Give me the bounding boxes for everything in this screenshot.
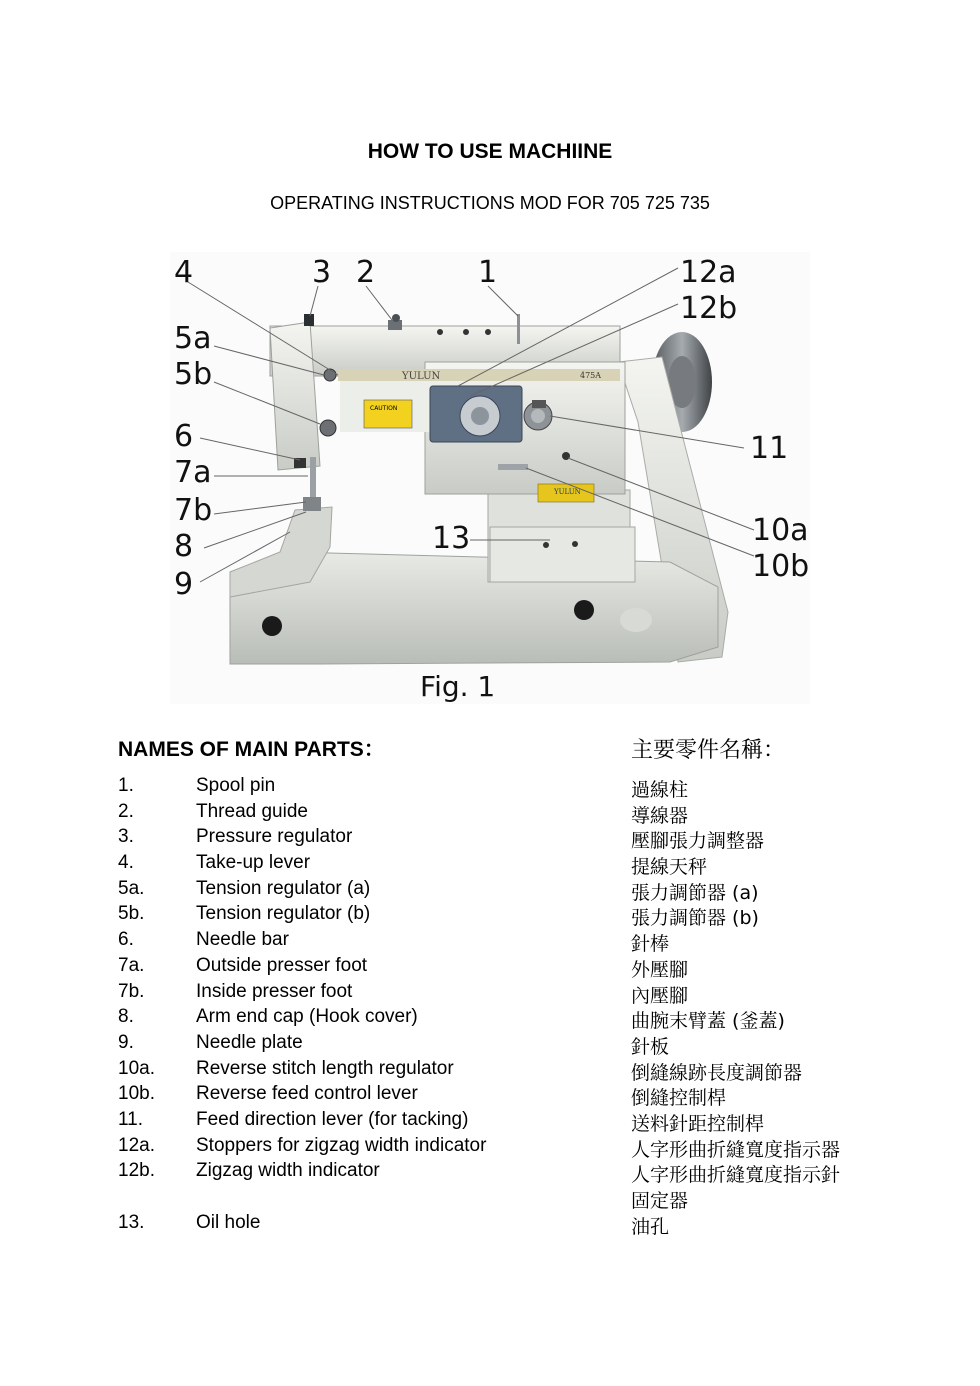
- parts-row: [0, 1006, 980, 1032]
- parts-row: [0, 929, 980, 955]
- callout-4: 4: [174, 255, 194, 290]
- part-number: 8.: [118, 1006, 134, 1028]
- callout-5a: 5a: [174, 321, 212, 356]
- base-hole-right: [574, 600, 594, 620]
- pressure-regulator: [304, 314, 314, 326]
- part-name: Spool pin: [196, 775, 276, 796]
- part-name: Feed direction lever (for tacking): [196, 1108, 469, 1130]
- part-number: 10a.: [118, 1057, 155, 1079]
- part-name: Reverse feed control lever: [196, 1083, 418, 1105]
- part-name: Tension regulator (a): [196, 877, 371, 899]
- part-name: Reverse stitch length regulator: [196, 1057, 454, 1079]
- callout-13: 13: [432, 521, 471, 556]
- machine-illustration: [170, 252, 810, 704]
- callout-1: 1: [478, 255, 498, 290]
- svg-text:YULUN: YULUN: [554, 488, 581, 496]
- callout-6: 6: [174, 419, 194, 454]
- parts-row: [0, 1109, 980, 1135]
- callout-5b: 5b: [174, 357, 213, 392]
- part-name: Inside presser foot: [196, 980, 353, 1002]
- parts-row: [0, 903, 980, 929]
- part-name-cn: 內壓腳: [631, 984, 689, 1007]
- part-name: Stoppers for zigzag width indicator: [196, 1134, 487, 1156]
- part-name-cn: 油孔: [631, 1215, 670, 1238]
- parts-row: [0, 1032, 980, 1058]
- model-plate: 475A: [580, 371, 602, 380]
- brand-name: YULUN: [402, 371, 441, 382]
- callout-7a: 7a: [174, 455, 212, 490]
- part-number: 7a.: [118, 954, 145, 976]
- part-name-cn: 張力調節器 (b): [631, 907, 759, 930]
- part-number: 7b.: [118, 980, 145, 1002]
- part-name-cn: 曲腕末臂蓋 (釜蓋): [631, 1010, 785, 1033]
- part-name-cn: 針板: [631, 1035, 670, 1058]
- part-name-cn: 針棒: [631, 933, 670, 956]
- part-number: 13.: [118, 1211, 145, 1233]
- parts-list: [0, 775, 980, 1237]
- part-number: 9.: [118, 1031, 134, 1053]
- part-number: 4.: [118, 852, 134, 874]
- part-name: Oil hole: [196, 1211, 261, 1233]
- part-name-cn: 送料針距控制桿: [631, 1112, 765, 1135]
- callout-10b: 10b: [752, 549, 810, 584]
- reverse-lever: [498, 464, 528, 470]
- figure-caption: Fig. 1: [420, 670, 496, 703]
- part-number: 2.: [118, 800, 134, 822]
- parts-row: [0, 955, 980, 981]
- part-name: Outside presser foot: [196, 954, 368, 976]
- part-number: 6.: [118, 929, 134, 951]
- part-name-cn: 提線天秤: [631, 856, 708, 879]
- part-number: 5a.: [118, 877, 145, 899]
- part-number: 12a.: [118, 1134, 155, 1156]
- parts-row: [0, 775, 980, 801]
- part-name-cn: 人字形曲折縫寬度指示針: [631, 1164, 841, 1187]
- part-number: 10b.: [118, 1083, 155, 1105]
- part-name-cn: 倒縫控制桿: [631, 1087, 727, 1110]
- part-name: Needle plate: [196, 1031, 303, 1053]
- part-number: 12b.: [118, 1160, 155, 1182]
- parts-row: [0, 801, 980, 827]
- parts-row: [0, 1212, 980, 1238]
- part-name-cn: 張力調節器 (a): [631, 881, 759, 904]
- oil-reservoir: [490, 527, 635, 582]
- callout-11: 11: [750, 431, 789, 466]
- parts-heading: NAMES OF MAIN PARTS：: [118, 738, 385, 761]
- part-name: Needle bar: [196, 929, 289, 951]
- tension-knob-a: [324, 369, 336, 381]
- part-name: Pressure regulator: [196, 826, 353, 848]
- tension-knob-b: [320, 420, 336, 436]
- parts-row: [0, 1186, 980, 1212]
- part-number: 1.: [118, 775, 134, 796]
- callout-8: 8: [174, 529, 194, 564]
- spool-pin: [517, 314, 520, 344]
- part-number: 11.: [118, 1108, 144, 1130]
- part-name: Arm end cap (Hook cover): [196, 1006, 418, 1028]
- part-name: Tension regulator (b): [196, 903, 371, 925]
- svg-text:CAUTION: CAUTION: [370, 405, 398, 412]
- callout-9: 9: [174, 567, 194, 602]
- parts-heading-cn: 主要零件名稱：: [631, 738, 786, 763]
- part-number: 5b.: [118, 903, 145, 925]
- parts-row: [0, 852, 980, 878]
- parts-row: [0, 878, 980, 904]
- callout-3: 3: [312, 255, 332, 290]
- part-number: 3.: [118, 826, 134, 848]
- part-name-cn: 過線柱: [631, 779, 689, 801]
- parts-row: [0, 1160, 980, 1186]
- parts-row: [0, 1083, 980, 1109]
- part-name-cn: 導線器: [631, 804, 689, 827]
- callout-7b: 7b: [174, 493, 213, 528]
- document-title: HOW TO USE MACHIINE: [367, 140, 613, 163]
- parts-row: [0, 1135, 980, 1161]
- part-name-cn: 倒縫線跡長度調節器: [631, 1061, 803, 1084]
- part-name: Zigzag width indicator: [196, 1160, 380, 1182]
- machine-figure: [170, 252, 810, 704]
- part-name-cn: 人字形曲折縫寬度指示器: [631, 1138, 841, 1161]
- parts-row: [0, 1058, 980, 1084]
- callout-2: 2: [356, 255, 376, 290]
- parts-row: [0, 981, 980, 1007]
- callout-12a: 12a: [680, 255, 737, 290]
- presser-foot: [303, 497, 321, 511]
- callout-10a: 10a: [752, 513, 809, 548]
- document-subtitle: OPERATING INSTRUCTIONS MOD FOR 705 725 735: [270, 193, 710, 213]
- parts-row: [0, 826, 980, 852]
- part-name: Thread guide: [196, 800, 308, 822]
- part-name-cn: 壓腳張力調整器: [631, 830, 765, 853]
- part-name-cn: 外壓腳: [631, 958, 689, 981]
- callout-12b: 12b: [680, 291, 738, 326]
- part-name: Take-up lever: [196, 852, 311, 874]
- part-name-cn: 固定器: [631, 1190, 689, 1212]
- base-hole-left: [262, 616, 282, 636]
